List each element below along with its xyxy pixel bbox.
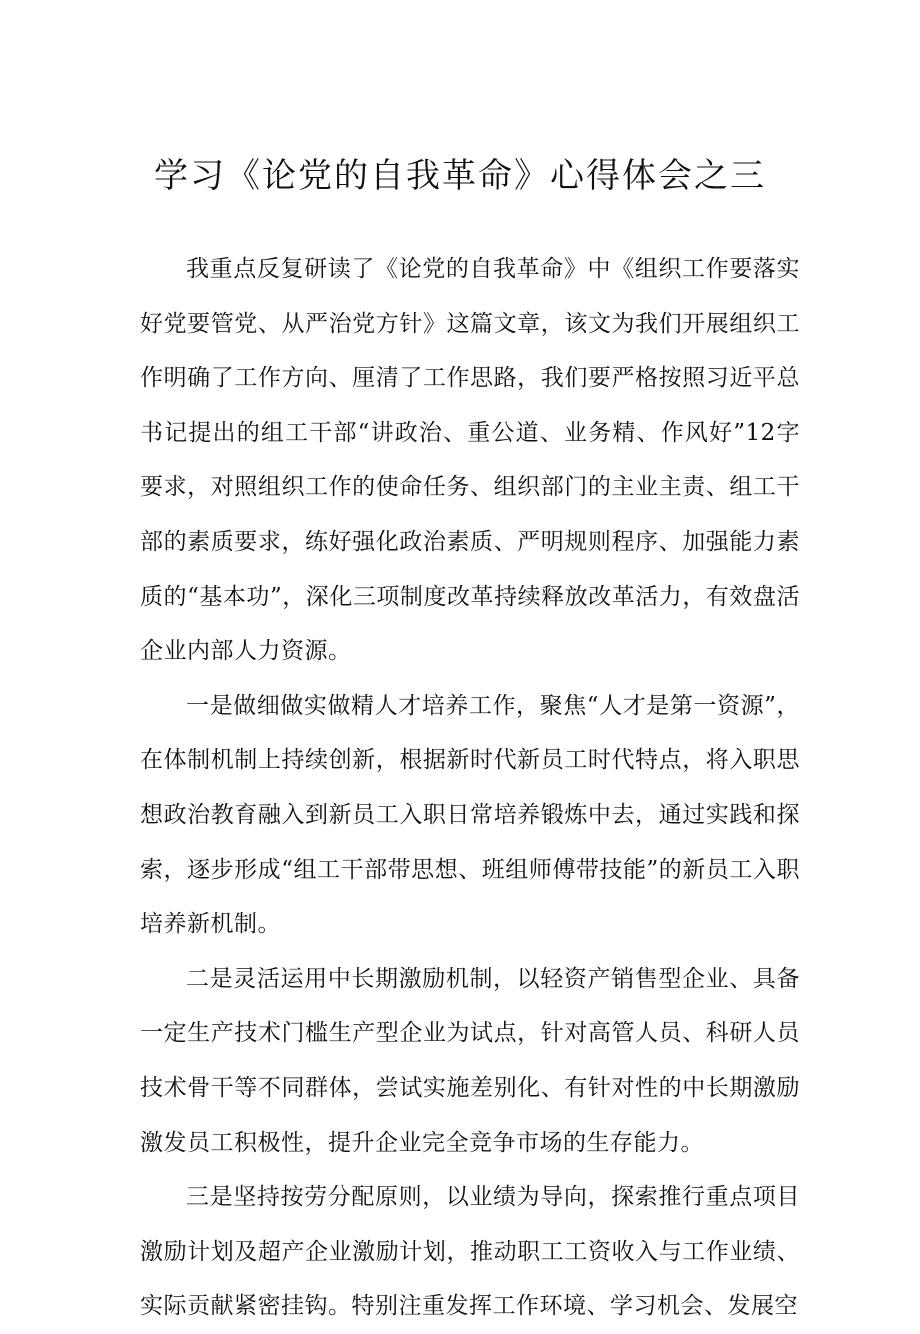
paragraph-talent-training: 一是做细做实做精人才培养工作，聚焦“人才是第一资源”，在体制机制上持续创新，根据新时代新员工时代特点，将入职思想政治教育融入到新员工入职日常培养锻炼中去，通过实践和探索，逐步形成“组工干部带思想、班组师傅带技能”的新员工入职培养新机制。	[140, 692, 800, 938]
paragraph-incentive-mechanism: 二是灵活运用中长期激励机制，以轻资产销售型企业、具备一定生产技术门槛生产型企业为试点，针对高管人员、科研人员技术骨干等不同群体，尝试实施差别化、有针对性的中长期激励激发员工积极性，提升企业完全竞争市场的生存能力。	[140, 965, 800, 1156]
document-title: 学习《论党的自我革命》心得体会之三	[154, 156, 766, 196]
document-body	[140, 242, 800, 1334]
paragraph-intro: 我重点反复研读了《论党的自我革命》中《组织工作要落实好党要管党、从严治党方针》这篇文章，该文为我们开展组织工作明确了工作方向、厘清了工作思路，我们要严格按照习近平总书记提出的组工干部“讲政治、重公道、业务精、作风好”12字要求，对照组织工作的使命任务、组织部门的主业主责、组工干部的素质要求，练好强化政治素质、严明规则程序、加强能力素质的“基本功”，深化三项制度改革持续释放改革活力，有效盘活企业内部人力资源。	[140, 256, 800, 665]
paragraph-distribution-principle: 三是坚持按劳分配原则，以业绩为导向，探索推行重点项目激励计划及超产企业激励计划，推动职工工资收入与工作业绩、实际贡献紧密挂钩。特别注重发挥工作环境、学习机会、发展空	[140, 1184, 800, 1320]
